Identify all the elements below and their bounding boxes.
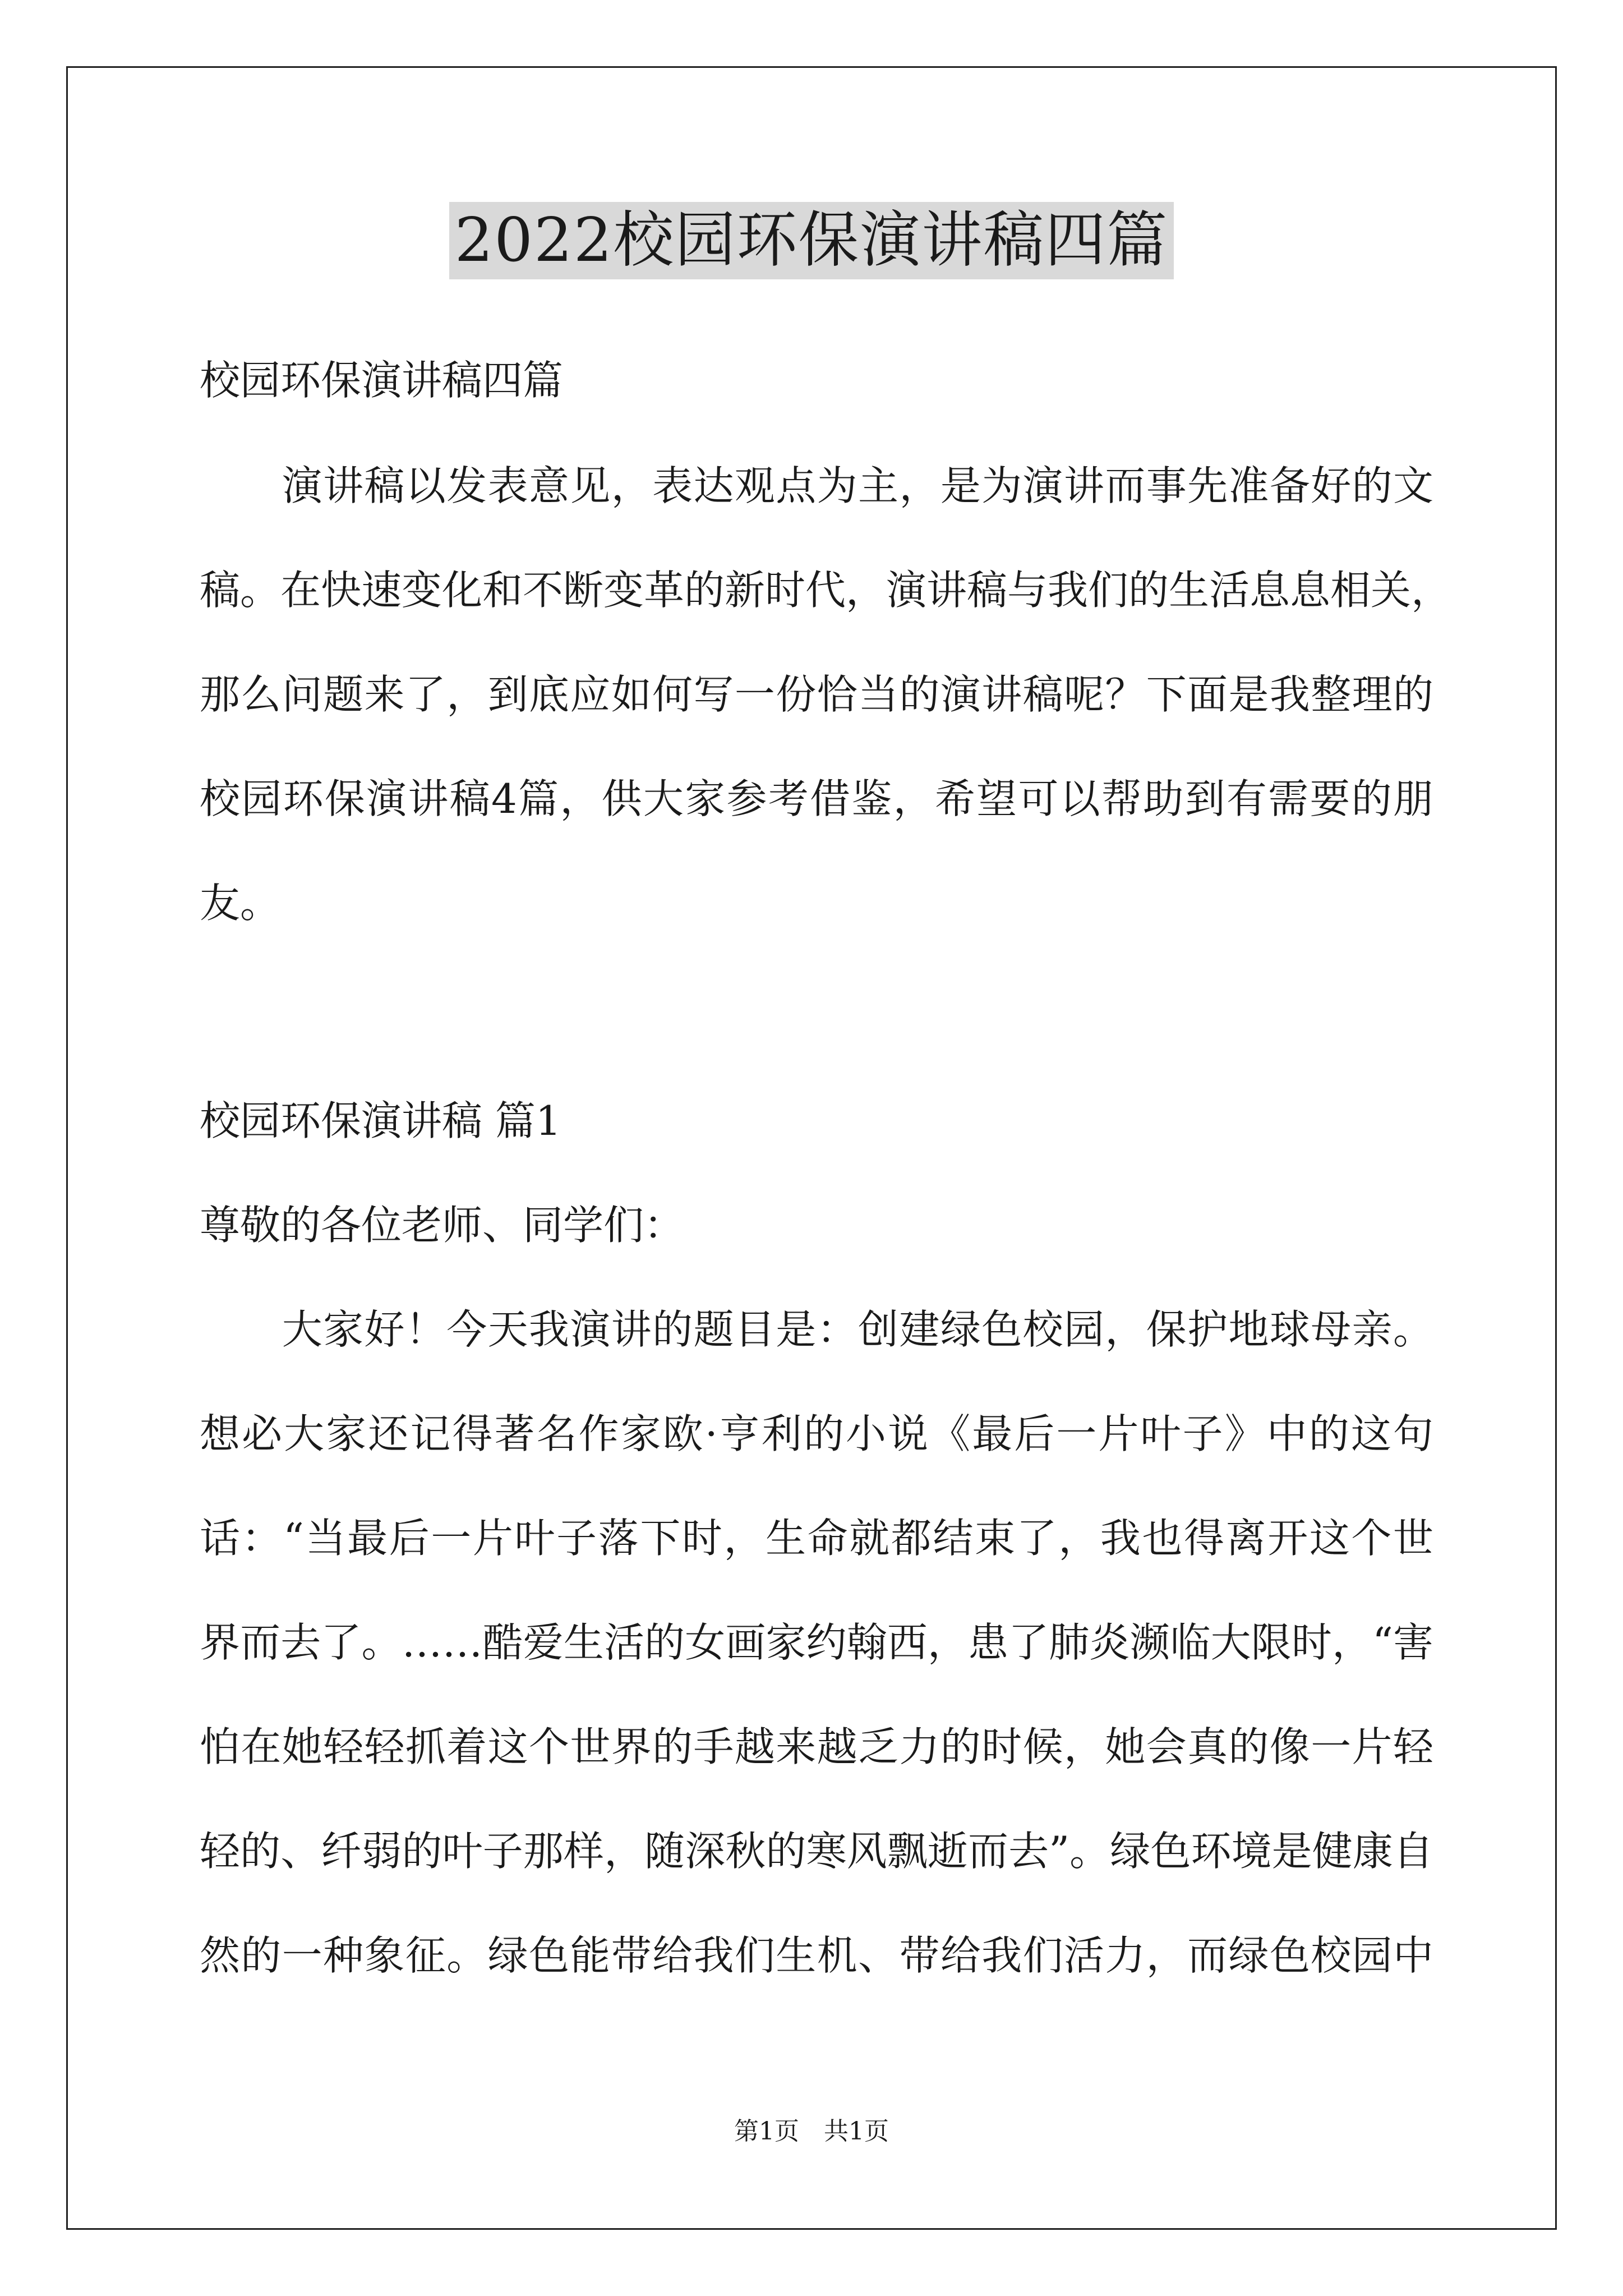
intro-line-5: 友。	[200, 880, 281, 927]
document-title: 2022校园环保演讲稿四篇	[449, 202, 1174, 279]
intro-line-3: 那么问题来了，到底应如何写一份恰当的演讲稿呢？下面是我整理的	[200, 671, 1433, 718]
body-line-7: 然的一种象征。绿色能带给我们生机、带给我们活力，而绿色校园中	[200, 1932, 1433, 1979]
page-footer: 第1页 共1页	[734, 2117, 889, 2146]
section-heading: 校园环保演讲稿 篇1	[200, 1097, 561, 1144]
salutation: 尊敬的各位老师、同学们：	[200, 1202, 685, 1249]
body-line-5: 怕在她轻轻抓着这个世界的手越来越乏力的时候，她会真的像一片轻	[200, 1723, 1433, 1770]
intro-line-4: 校园环保演讲稿4篇，供大家参考借鉴，希望可以帮助到有需要的朋	[200, 775, 1433, 822]
intro-line-2: 稿。在快速变化和不断变革的新时代，演讲稿与我们的生活息息相关，	[200, 567, 1452, 614]
body-line-1: 大家好！今天我演讲的题目是：创建绿色校园，保护地球母亲。	[200, 1306, 1433, 1353]
body-line-4: 界而去了。……酷爱生活的女画家约翰西，患了肺炎濒临大限时，“害	[200, 1619, 1433, 1666]
document-subtitle: 校园环保演讲稿四篇	[200, 357, 564, 404]
intro-line-1: 演讲稿以发表意见，表达观点为主，是为演讲而事先准备好的文	[200, 462, 1433, 509]
title-container	[0, 202, 1623, 279]
body-line-3: 话：“当最后一片叶子落下时，生命就都结束了，我也得离开这个世	[200, 1515, 1433, 1562]
body-line-2: 想必大家还记得著名作家欧·亨利的小说《最后一片叶子》中的这句	[200, 1410, 1433, 1457]
body-line-6: 轻的、纤弱的叶子那样，随深秋的寒风飘逝而去”。绿色环境是健康自	[200, 1828, 1433, 1875]
